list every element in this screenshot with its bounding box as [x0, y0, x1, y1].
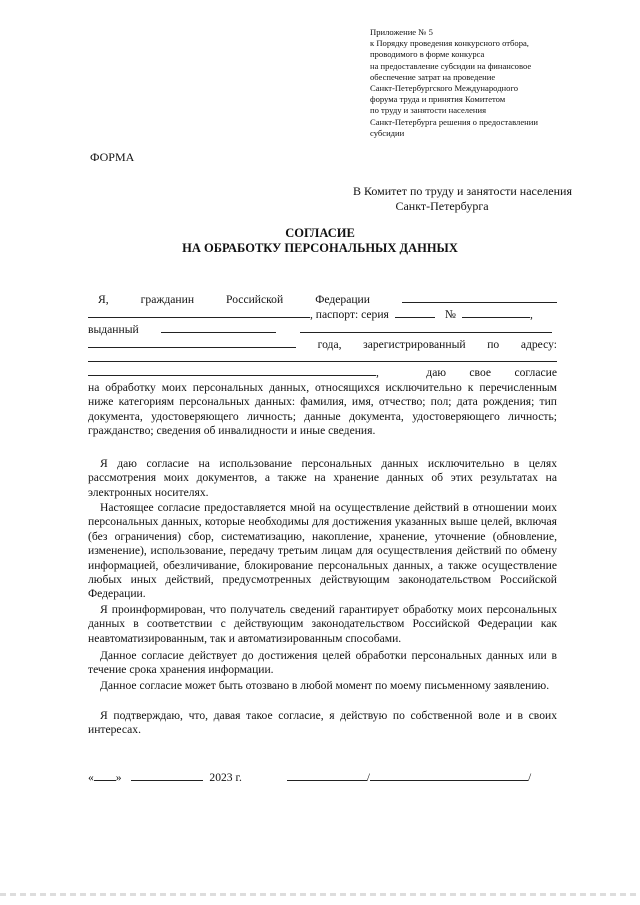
- registered-word: зарегистрированный: [363, 338, 466, 351]
- passport-series-label: , паспорт: серия: [310, 308, 389, 321]
- quote-close: »: [115, 771, 122, 784]
- slash-2: /: [527, 771, 532, 784]
- slash-1: /: [366, 771, 370, 784]
- signature-name-field[interactable]: [370, 770, 528, 781]
- word-federation: Федерации: [315, 293, 370, 306]
- issued-by-continuation-field[interactable]: [88, 337, 296, 348]
- full-name-field[interactable]: [402, 292, 557, 303]
- document-subtitle: НА ОБРАБОТКУ ПЕРСОНАЛЬНЫХ ДАННЫХ: [182, 241, 458, 255]
- issued-label: выданный: [88, 323, 139, 336]
- consent-word: согласие: [514, 366, 557, 379]
- by-word: по: [487, 338, 500, 351]
- appendix-line: по труду и занятости населения: [370, 105, 487, 116]
- month-field[interactable]: [131, 770, 203, 781]
- comma: ,: [529, 308, 533, 321]
- address-field[interactable]: [88, 361, 557, 362]
- issued-by-field[interactable]: [300, 322, 552, 333]
- appendix-line: Санкт-Петербурга решения о предоставлении: [370, 116, 538, 127]
- document-title: СОГЛАСИЕ: [285, 226, 355, 240]
- appendix-header: [370, 27, 585, 139]
- appendix-line: форума труда и принятия Комитетом: [370, 94, 506, 105]
- appendix-line: на предоставление субсидии на финансовое: [370, 60, 532, 71]
- passport-number-label: №: [444, 308, 456, 321]
- applicant-line-3: [88, 322, 557, 336]
- applicant-line-6: [88, 365, 557, 379]
- address-continuation-field[interactable]: [88, 365, 376, 376]
- quote-open: «: [88, 771, 94, 784]
- paragraph-categories: на обработку моих персональных данных, относящихся исключительно к перечисленным ниже категориям персональных данных: фамилия, имя, отчество; пол; дата рождения; тип документа, удостоверяющего личность; данные документа, удостоверяющего личность; гражданство; сведения об инвалидности и иные сведения.: [88, 381, 557, 438]
- day-field[interactable]: [94, 770, 116, 781]
- paragraph-informed: Я проинформирован, что получатель сведений гарантирует обработку моих персональных данных в соответствии с действующим законодательством Российской Федерации как неавтоматизированным, так и автоматизированным способами.: [88, 603, 557, 645]
- applicant-line-2: [88, 307, 557, 321]
- word-russian: Российской: [226, 293, 284, 306]
- year-word: года,: [317, 338, 342, 351]
- appendix-line: субсидии: [370, 127, 405, 138]
- paragraph-validity: Данное согласие действует до достижения целей обработки персональных данных или в течение срока хранения информации.: [88, 649, 557, 677]
- paragraph-actions: Настоящее согласие предоставляется мной на осуществление действий в отношении моих персональных данных, которые необходимы для достижения указанных выше целей, включая (без ограничения) сбор, систематизацию, накопление, хранение, уточнение (обновление, изменение), использование, передачу третьим лицам для осуществления действий по обмену информацией, обезличивание, блокирование персональных данных, а также осуществление любых иных действий, предусмотренных действующим законодательством Российской Федерации.: [88, 501, 557, 601]
- appendix-line: к Порядку проведения конкурсного отбора,: [370, 38, 529, 49]
- recipient-line-2: Санкт-Петербурга: [395, 199, 489, 213]
- applicant-line-1: [88, 292, 557, 306]
- appendix-line: Санкт-Петербургского Международного: [370, 83, 519, 94]
- address-word: адресу:: [520, 338, 557, 351]
- full-name-continuation-field[interactable]: [88, 307, 310, 318]
- signature-field[interactable]: [287, 770, 367, 781]
- appendix-line: Приложение № 5: [370, 27, 433, 37]
- word-ya: Я,: [98, 293, 109, 306]
- paragraph-confirmation: Я подтверждаю, что, давая такое согласие, я действую по собственной воле и в своих интересах.: [88, 709, 557, 737]
- signature-footer: [88, 770, 557, 784]
- word-citizen: гражданин: [140, 293, 195, 306]
- passport-series-field[interactable]: [395, 307, 435, 318]
- give-word: даю: [426, 366, 447, 379]
- appendix-line: проводимого в форме конкурса: [370, 49, 485, 60]
- scan-edge-artifact: [0, 893, 640, 896]
- recipient-line-1: В Комитет по труду и занятости населения: [352, 184, 572, 198]
- paragraph-revocation: Данное согласие может быть отозвано в любой момент по моему письменному заявлению.: [100, 679, 550, 692]
- year-text: 2023 г.: [209, 771, 242, 784]
- comma-2: ,: [376, 366, 379, 379]
- my-word: свое: [469, 366, 492, 379]
- applicant-line-4: [88, 337, 557, 351]
- issue-date-field[interactable]: [161, 322, 276, 333]
- form-label: ФОРМА: [90, 150, 135, 164]
- recipient-block: [312, 184, 572, 214]
- appendix-line: обеспечение затрат на проведение: [370, 71, 496, 82]
- passport-number-field[interactable]: [462, 307, 530, 318]
- paragraph-usage: Я даю согласие на использование персональных данных исключительно в целях рассмотрения моих документов, а также на хранение данных об этих результатах на электронных носителях.: [88, 457, 557, 499]
